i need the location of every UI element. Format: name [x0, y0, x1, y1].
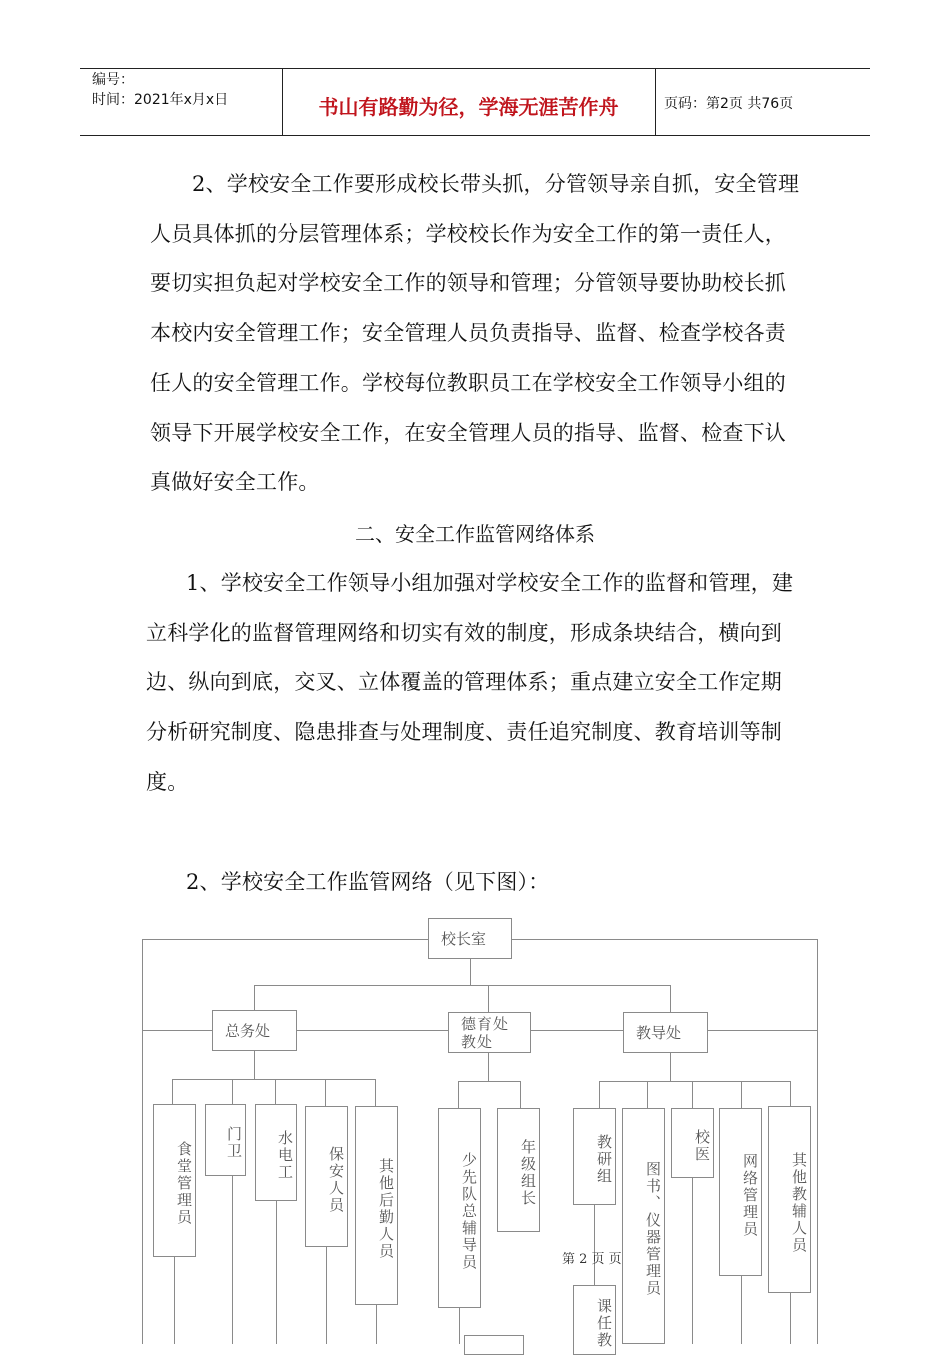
paragraph-2: 1、学校安全工作领导小组加强对学校安全工作的监督和管理，建立科学化的监督管理网络和切实有效的制度，形成条块结合，横向到边、纵向到底，交叉、立体覆盖的管理体系；重点建立安全工作定期分析研究制度、隐患排查与处理制度、责任追究制度、教育培训等制度。 [146, 571, 794, 794]
box-library-instrument-manager-label: 图书、仪器管理员 [644, 1161, 662, 1297]
header-top-rule [80, 68, 870, 69]
drop-9 [741, 1276, 742, 1344]
jiaodao-c3 [692, 1081, 693, 1108]
zongwu-down [254, 1051, 255, 1079]
box-general-affairs [212, 1010, 297, 1051]
box-school-doctor [671, 1108, 714, 1178]
side-line-mid1 [297, 1030, 448, 1031]
drop-3 [276, 1201, 277, 1344]
box-teaching-research-group [573, 1108, 616, 1205]
frame-left [142, 939, 143, 1344]
box-young-pioneers-counselor [438, 1108, 481, 1308]
conn-jiaodao [670, 985, 671, 1012]
box-canteen-manager-label: 食堂管理员 [175, 1141, 193, 1226]
box-principal-office-label: 校长室 [441, 930, 487, 948]
box-network-admin [719, 1108, 762, 1276]
box-moral-education [448, 1012, 531, 1053]
box-other-teaching-assistants-label: 其他教辅人员 [790, 1151, 808, 1254]
zongwu-c2 [232, 1079, 233, 1106]
box-moral-education-label: 德育处教处 [461, 1014, 510, 1051]
zongwu-c1 [172, 1079, 173, 1106]
jiaodao-c5 [790, 1081, 791, 1108]
deyu-bus [458, 1081, 520, 1082]
jiaodao-bus [599, 1081, 790, 1082]
box-other-logistics [355, 1106, 398, 1305]
side-line-mid2 [531, 1030, 623, 1031]
paragraph-3: 2、学校安全工作监管网络（见下图）： [186, 870, 550, 894]
frame-top-right [512, 939, 817, 940]
box-teaching-research-group-label: 教研组 [595, 1134, 613, 1185]
drop-10 [790, 1293, 791, 1344]
box-academic-affairs-label: 教导处 [636, 1024, 682, 1042]
box-young-pioneers-counselor-label: 少先队总辅导员 [460, 1151, 478, 1271]
zongwu-bus [172, 1079, 375, 1080]
box-other-logistics-label: 其他后勤人员 [377, 1157, 395, 1260]
box-electrician-label: 水电工 [276, 1130, 294, 1181]
box-security-staff [305, 1106, 348, 1247]
conn-zongwu [254, 985, 255, 1010]
paragraph-1: 2、学校安全工作要形成校长带头抓，分管领导亲自抓，安全管理人员具体抓的分层管理体系；学校校长作为安全工作的第一责任人，要切实担负起对学校安全工作的领导和管理；分管领导要协助校长抓本校内安全管理工作；安全管理人员负责指导、监督、检查学校各责任人的安全管理工作。学校每位教职员工在学校安全工作领导小组的领导下开展学校安全工作，在安全管理人员的指导、监督、检查下认真做好安全工作。 [150, 172, 800, 495]
drop-1 [174, 1257, 175, 1344]
side-line-right [708, 1030, 817, 1031]
box-grade-leader [497, 1108, 540, 1232]
box-electrician [255, 1104, 297, 1201]
drop-4 [326, 1247, 327, 1344]
jiaodao-down [670, 1053, 671, 1081]
side-line-left [142, 1030, 212, 1031]
zongwu-c4 [325, 1079, 326, 1106]
box-subject-teachers [573, 1285, 616, 1355]
box-security-staff-label: 保安人员 [327, 1145, 345, 1214]
box-library-instrument-manager [622, 1108, 665, 1344]
header-divider-right [655, 68, 656, 135]
box-academic-affairs [623, 1012, 708, 1053]
box-network-admin-label: 网络管理员 [741, 1152, 759, 1238]
header-motto: 书山有路勤为径，学海无涯苦作舟 [318, 95, 619, 119]
box-grade-leader-label: 年级组长 [519, 1139, 537, 1207]
time-label: 时间：2021年x月x日 [92, 92, 229, 108]
page-marker: 第 2 页 页 [562, 1252, 622, 1267]
drop-6 [459, 1308, 460, 1344]
zongwu-c3 [275, 1079, 276, 1106]
section-heading: 二、安全工作监管网络体系 [355, 522, 595, 546]
box-other-teaching-assistants [768, 1106, 811, 1293]
drop-7 [594, 1205, 595, 1285]
page-info: 页码：第2页 共76页 [664, 96, 794, 112]
box-gatekeeper-label: 门卫 [225, 1126, 243, 1160]
header-bottom-rule [80, 135, 870, 136]
frame-top-left [142, 939, 428, 940]
zongwu-c5 [375, 1079, 376, 1106]
jiaodao-c2 [647, 1081, 648, 1108]
box-school-doctor-label: 校医 [693, 1129, 711, 1163]
jiaodao-c4 [741, 1081, 742, 1108]
box-gatekeeper [205, 1104, 246, 1176]
root-connector [470, 959, 471, 985]
deyu-down [488, 1053, 489, 1081]
drop-8 [692, 1178, 693, 1344]
deyu-c1 [458, 1081, 459, 1108]
drop-5 [376, 1305, 377, 1344]
frame-right [817, 939, 818, 1344]
box-general-affairs-label: 总务处 [225, 1022, 271, 1040]
drop-2 [232, 1176, 233, 1344]
box-principal-office [428, 918, 512, 959]
box-subject-teachers-label: 课任教 [595, 1297, 613, 1349]
box-partial-bottom [464, 1335, 524, 1355]
number-label: 编号： [92, 72, 134, 88]
jiaodao-c1 [599, 1081, 600, 1108]
level1-bus [254, 985, 671, 986]
deyu-c2 [520, 1081, 521, 1108]
conn-deyu [488, 985, 489, 1012]
box-canteen-manager [153, 1104, 196, 1257]
